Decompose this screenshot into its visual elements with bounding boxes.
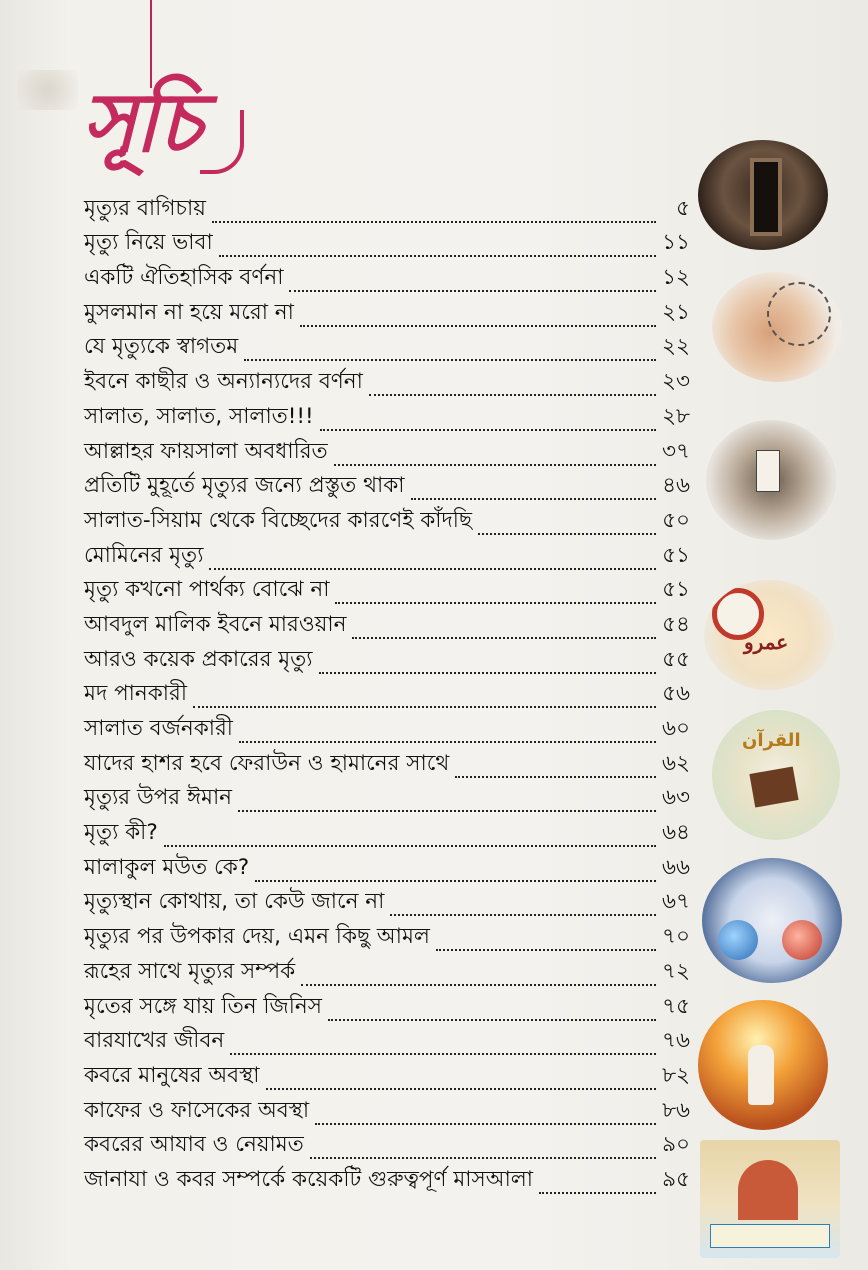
toc-entry-page: ২৩ xyxy=(662,369,690,395)
toc-entry-title: আরও কয়েক প্রকারের মৃত্যু xyxy=(84,646,313,672)
page-title: সূচি xyxy=(82,75,200,171)
toc-entry-title: মদ পানকারী xyxy=(84,681,187,707)
toc-entry-title: মোমিনের মৃত্যু xyxy=(84,542,204,568)
toc-leader-dots xyxy=(390,913,656,916)
toc-leader-dots xyxy=(455,775,656,778)
toc-entry xyxy=(84,193,690,228)
toc-entry xyxy=(84,783,690,818)
toc-entry-page: ৫৬ xyxy=(662,681,690,707)
toc-entry-title: মৃত্যু কী? xyxy=(84,820,158,846)
time-life-image xyxy=(704,580,834,690)
toc-entry-title: মৃত্যুর পর উপকার দেয়, এমন কিছু আমল xyxy=(84,924,430,950)
toc-entry-page: ৫ xyxy=(676,195,690,221)
toc-entry-title: ইবনে কাছীর ও অন্যান্যদের বর্ণনা xyxy=(84,369,363,395)
toc-entry-page: ৭২ xyxy=(662,958,690,984)
title-swirl-decoration xyxy=(200,110,244,174)
toc-entry xyxy=(84,401,690,436)
toc-leader-dots xyxy=(239,740,656,743)
toc-leader-dots xyxy=(352,636,656,639)
toc-entry-title: মুসলমান না হয়ে মরো না xyxy=(84,299,294,325)
toc-entry-title: রূহের সাথে মৃত্যুর সম্পর্ক xyxy=(84,958,296,984)
toc-entry xyxy=(84,817,690,852)
toc-leader-dots xyxy=(411,497,656,500)
quran-stand-image xyxy=(712,710,840,840)
toc-entry xyxy=(84,644,690,679)
paradise-hell-image xyxy=(702,858,842,983)
toc-entry-page: ৬৪ xyxy=(662,820,690,846)
toc-entry-title: প্রতিটি মুহূর্তে মৃত্যুর জন্যে প্রস্তুত থাকা xyxy=(84,473,405,499)
toc-leader-dots xyxy=(319,671,656,674)
toc-leader-dots xyxy=(334,463,656,466)
toc-entry xyxy=(84,297,690,332)
toc-entry-page: ৭৬ xyxy=(662,1028,690,1054)
toc-entry xyxy=(84,609,690,644)
quran-stand-image-text: القرآن xyxy=(742,730,801,751)
toc-entry-title: কবরে মানুষের অবস্থা xyxy=(84,1062,260,1088)
toc-entry-title: জানাযা ও কবর সম্পর্কে কয়েকটি গুরুত্বপূর্ণ মাসআলা xyxy=(84,1166,534,1192)
toc-entry xyxy=(84,1164,690,1199)
toc-entry-title: মৃত্যু নিয়ে ভাবা xyxy=(84,230,213,256)
toc-entry-title: আল্লাহর ফায়সালা অবধারিত xyxy=(84,438,328,464)
toc-entry-title: যে মৃত্যুকে স্বাগতম xyxy=(84,334,239,360)
toc-entry xyxy=(84,1026,690,1061)
toc-entry xyxy=(84,575,690,610)
toc-entry-page: ৬৩ xyxy=(662,785,690,811)
toc-leader-dots xyxy=(230,1052,656,1055)
toc-entry-page: ১২ xyxy=(662,265,690,291)
toc-entry-page: ৮২ xyxy=(662,1062,690,1088)
toc-entry-page: ৫৫ xyxy=(662,646,690,672)
table-of-contents xyxy=(84,193,690,1199)
toc-entry-page: ৩৭ xyxy=(662,438,690,464)
toc-entry xyxy=(84,1095,690,1130)
toc-entry xyxy=(84,1130,690,1165)
toc-leader-dots xyxy=(436,948,656,951)
toc-entry-page: ২১ xyxy=(662,299,690,325)
toc-entry-page: ৬২ xyxy=(662,750,690,776)
toc-entry-page: ২৮ xyxy=(662,403,690,429)
toc-leader-dots xyxy=(255,879,656,882)
toc-entry-page: ৬৬ xyxy=(662,854,690,880)
toc-entry xyxy=(84,262,690,297)
toc-entry xyxy=(84,471,690,506)
toc-leader-dots xyxy=(539,1191,656,1194)
toc-entry-title: মৃত্যুর বাগিচায় xyxy=(84,195,206,221)
toc-entry-page: ৫৪ xyxy=(662,611,690,637)
toc-entry xyxy=(84,921,690,956)
toc-entry xyxy=(84,956,690,991)
toc-entry-page: ৫১ xyxy=(662,542,690,568)
toc-entry-page: ৭৫ xyxy=(662,993,690,1019)
toc-entry xyxy=(84,748,690,783)
toc-entry-page: ৭০ xyxy=(662,924,690,950)
toc-entry xyxy=(84,713,690,748)
toc-entry-page: ৬৭ xyxy=(662,889,690,915)
toc-entry-title: সালাত, সালাত, সালাত!!! xyxy=(84,403,314,429)
toc-leader-dots xyxy=(219,254,656,257)
toc-leader-dots xyxy=(478,532,656,535)
toc-entry xyxy=(84,887,690,922)
praying-man-image xyxy=(698,1000,828,1130)
toc-entry xyxy=(84,991,690,1026)
toc-entry-title: কাফের ও ফাসেকের অবস্থা xyxy=(84,1097,310,1123)
toc-entry xyxy=(84,366,690,401)
toc-leader-dots xyxy=(328,1018,656,1021)
mosque-banner-image xyxy=(700,1140,840,1258)
toc-entry-page: ৮৬ xyxy=(662,1097,690,1123)
toc-leader-dots xyxy=(238,809,656,812)
toc-leader-dots xyxy=(369,393,656,396)
toc-entry xyxy=(84,505,690,540)
toc-entry-page: ৪৬ xyxy=(662,473,690,499)
toc-entry-page: ৬০ xyxy=(662,716,690,741)
deceased-feet-image xyxy=(706,420,836,540)
toc-entry-page: ৯০ xyxy=(662,1132,690,1158)
toc-entry-title: একটি ঐতিহাসিক বর্ণনা xyxy=(84,265,284,291)
toc-leader-dots xyxy=(315,1122,656,1125)
toc-entry-title: আবদুল মালিক ইবনে মারওয়ান xyxy=(84,611,347,637)
toc-entry xyxy=(84,1060,690,1095)
hand-clock-image xyxy=(712,272,842,382)
toc-entry xyxy=(84,852,690,887)
toc-entry-page: ৯৫ xyxy=(662,1166,690,1192)
toc-leader-dots xyxy=(310,1156,656,1159)
toc-entry-page: ১১ xyxy=(662,230,690,256)
grave-image xyxy=(698,140,828,250)
toc-entry-title: মৃত্যুর উপর ঈমান xyxy=(84,785,233,811)
toc-leader-dots xyxy=(266,1087,656,1090)
toc-leader-dots xyxy=(301,983,656,986)
toc-entry-page: ২২ xyxy=(662,334,690,360)
toc-entry-title: মালাকুল মউত কে? xyxy=(84,854,250,880)
toc-entry-page: ৫১ xyxy=(662,577,690,603)
toc-entry-title: মৃত্যু কখনো পার্থক্য বোঝে না xyxy=(84,577,330,603)
toc-leader-dots xyxy=(335,601,656,604)
toc-entry xyxy=(84,228,690,263)
toc-entry-title: মৃত্যুস্থান কোথায়, তা কেউ জানে না xyxy=(84,889,385,915)
toc-entry-page: ৫০ xyxy=(662,507,690,533)
toc-entry xyxy=(84,436,690,471)
toc-leader-dots xyxy=(209,567,656,570)
toc-entry xyxy=(84,679,690,714)
toc-leader-dots xyxy=(320,428,656,431)
toc-leader-dots xyxy=(193,705,656,708)
toc-entry-title: কবরের আযাব ও নেয়ামত xyxy=(84,1132,304,1158)
time-life-image-text: عمرو xyxy=(744,630,789,654)
toc-entry xyxy=(84,540,690,575)
toc-entry xyxy=(84,332,690,367)
toc-entry-title: বারযাখের জীবন xyxy=(84,1028,225,1054)
toc-leader-dots xyxy=(164,844,656,847)
toc-leader-dots xyxy=(300,324,656,327)
toc-leader-dots xyxy=(289,289,656,292)
toc-entry-title: যাদের হাশর হবে ফেরাউন ও হামানের সাথে xyxy=(84,750,450,776)
toc-leader-dots xyxy=(212,220,656,223)
toc-entry-title: সালাত বর্জনকারী xyxy=(84,716,233,741)
toc-entry-title: সালাত-সিয়াম থেকে বিচ্ছেদের কারণেই কাঁদছি xyxy=(84,507,472,533)
paper-stain xyxy=(18,70,78,110)
toc-entry-title: মৃতের সঙ্গে যায় তিন জিনিস xyxy=(84,993,322,1019)
toc-leader-dots xyxy=(244,358,656,361)
